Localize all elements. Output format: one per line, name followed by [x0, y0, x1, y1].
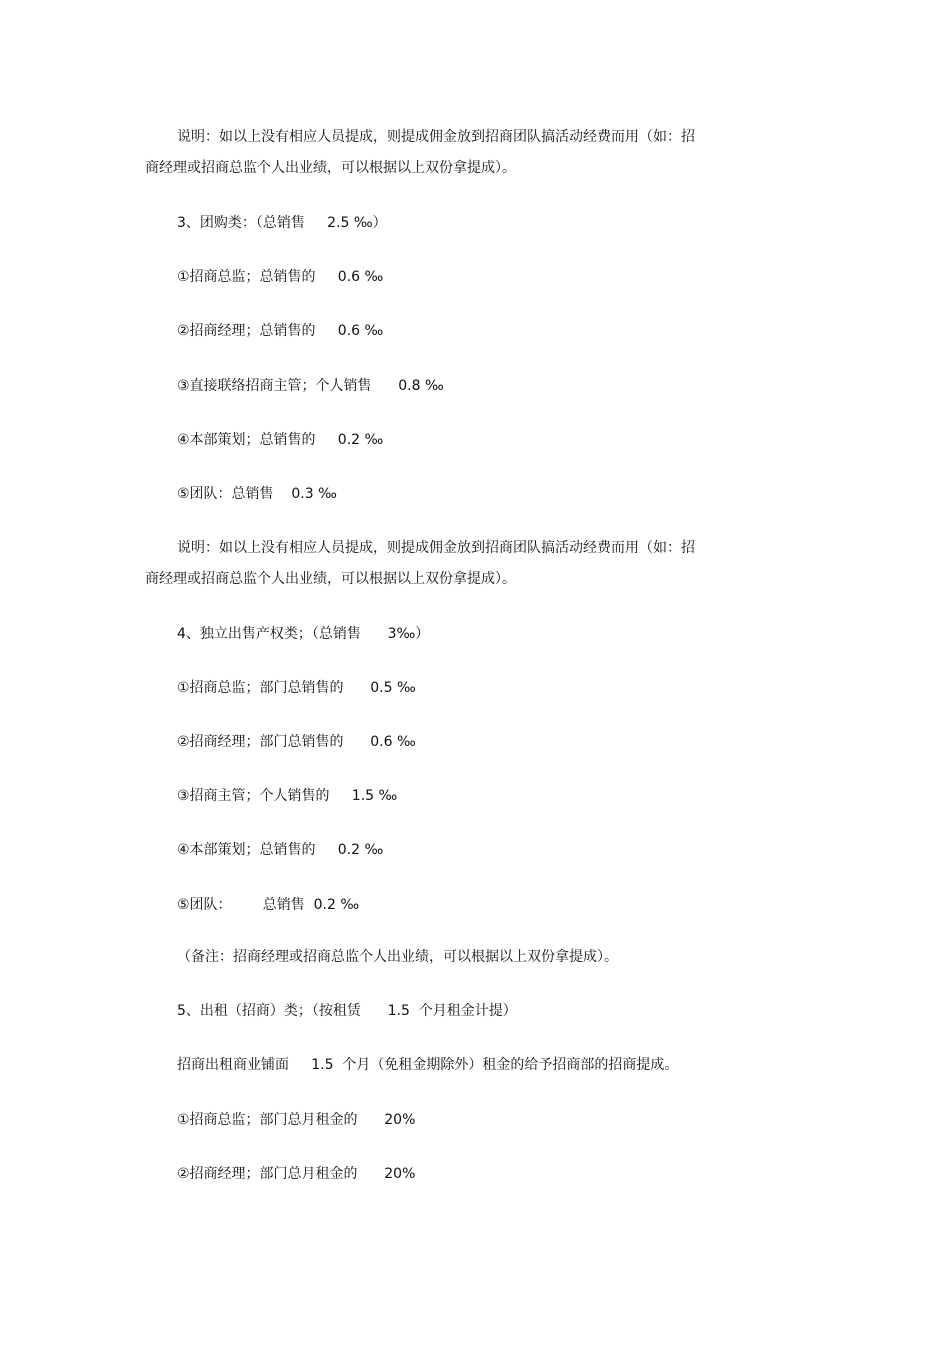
section-4-heading: 4、独立出售产权类；（总销售 3‰）	[177, 626, 430, 642]
remark: （备注：招商经理或招商总监个人出业绩，可以根据以上双份拿提成）。	[177, 949, 618, 965]
section-3-heading: 3、团购类：（总销售 2.5 ‰）	[177, 215, 387, 231]
section-4-item-2: ②招商经理；部门总销售的 0.6 ‰	[177, 734, 416, 750]
section-5-description: 招商出租商业铺面 1.5 个月（免租金期除外）租金的给予招商部的招商提成。	[177, 1057, 679, 1073]
section-3-item-1: ①招商总监；总销售的 0.6 ‰	[177, 269, 384, 285]
note-1-line-1: 说明：如以上没有相应人员提成，则提成佣金放到招商团队搞活动经费而用（如：招	[177, 129, 695, 145]
note-2-line-2: 商经理或招商总监个人出业绩，可以根据以上双份拿提成）。	[145, 571, 516, 587]
section-4-item-5: ⑤团队： 总销售 0.2 ‰	[177, 897, 360, 913]
section-4-item-1: ①招商总监；部门总销售的 0.5 ‰	[177, 680, 416, 696]
note-2-line-1: 说明：如以上没有相应人员提成，则提成佣金放到招商团队搞活动经费而用（如：招	[177, 540, 695, 556]
section-3-item-4: ④本部策划；总销售的 0.2 ‰	[177, 432, 384, 448]
note-1-line-2: 商经理或招商总监个人出业绩，可以根据以上双份拿提成）。	[145, 160, 516, 176]
section-4-item-3: ③招商主管；个人销售的 1.5 ‰	[177, 788, 398, 804]
section-3-item-3: ③直接联络招商主管；个人销售 0.8 ‰	[177, 378, 444, 394]
section-4-item-4: ④本部策划；总销售的 0.2 ‰	[177, 842, 384, 858]
section-5-heading: 5、出租（招商）类；（按租赁 1.5 个月租金计提）	[177, 1003, 517, 1019]
section-5-item-1: ①招商总监；部门总月租金的 20%	[177, 1112, 416, 1128]
section-3-item-2: ②招商经理；总销售的 0.6 ‰	[177, 323, 384, 339]
section-5-item-2: ②招商经理；部门总月租金的 20%	[177, 1166, 416, 1182]
section-3-item-5: ⑤团队：总销售 0.3 ‰	[177, 486, 337, 502]
